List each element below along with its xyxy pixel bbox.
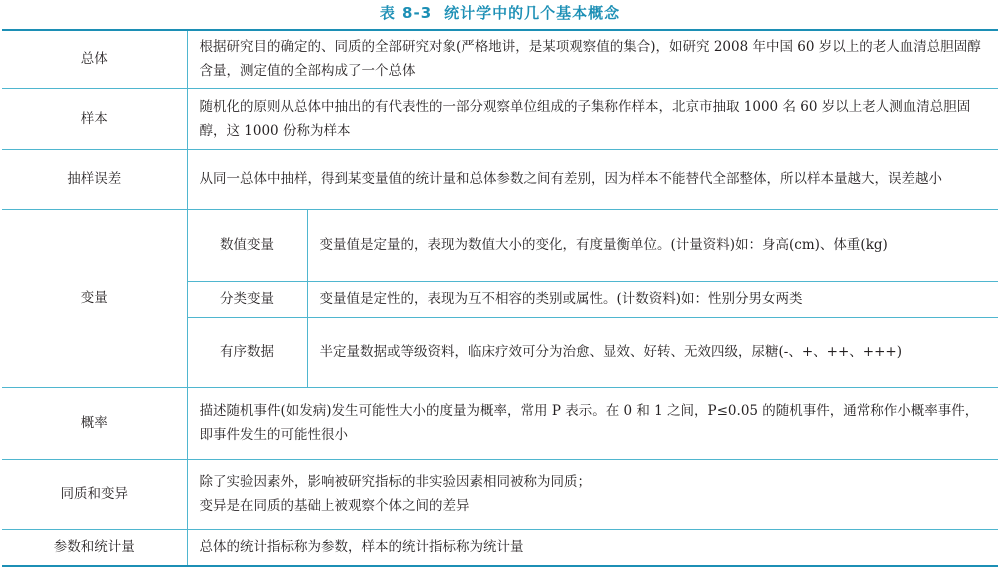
term-cell: 抽样误差 (2, 149, 187, 209)
term-cell: 概率 (2, 387, 187, 459)
desc-cell: 变量值是定性的，表现为互不相容的类别或属性。(计数资料)如：性别分男女两类 (307, 281, 998, 317)
table-row (2, 209, 998, 281)
term-cell: 样本 (2, 88, 187, 149)
desc-cell: 描述随机事件(如发病)发生可能性大小的度量为概率，常用 P 表示。在 0 和 1 之间，P≤0.05 的随机事件，通常称作小概率事件，即事件发生的可能性很小 (187, 387, 998, 459)
desc-cell: 总体的统计指标称为参数，样本的统计指标称为统计量 (187, 529, 998, 566)
desc-line: 变异是在同质的基础上被观察个体之间的差异 (199, 498, 470, 514)
term-cell-variable: 变量 (2, 209, 187, 387)
concepts-table (2, 29, 998, 567)
table-row (2, 387, 998, 459)
table-row (2, 149, 998, 209)
table-number: 表 8-3 (379, 4, 433, 22)
term-cell: 同质和变异 (2, 459, 187, 529)
term-cell: 参数和统计量 (2, 529, 187, 566)
term-cell: 总体 (2, 30, 187, 88)
table-title (0, 0, 1000, 26)
table-row (2, 30, 998, 88)
desc-line: 除了实验因素外，影响被研究指标的非实验因素相同被称为同质； (199, 474, 591, 490)
desc-cell (187, 459, 998, 529)
subterm-cell: 数值变量 (187, 209, 307, 281)
table-row (2, 459, 998, 529)
table-row (2, 88, 998, 149)
table-caption: 统计学中的几个基本概念 (444, 4, 621, 22)
desc-cell: 随机化的原则从总体中抽出的有代表性的一部分观察单位组成的子集称作样本，北京市抽取 1000 名 60 岁以上老人测血清总胆固醇，这 1000 份称为样本 (187, 88, 998, 149)
desc-cell: 半定量数据或等级资料，临床疗效可分为治愈、显效、好转、无效四级，尿糖(-、+、++、+++) (307, 317, 998, 387)
desc-cell: 从同一总体中抽样，得到某变量值的统计量和总体参数之间有差别，因为样本不能替代全部整体，所以样本量越大，误差越小 (187, 149, 998, 209)
subterm-cell: 有序数据 (187, 317, 307, 387)
table-row (2, 529, 998, 566)
desc-cell: 变量值是定量的，表现为数值大小的变化，有度量衡单位。(计量资料)如：身高(cm)、体重(kg) (307, 209, 998, 281)
subterm-cell: 分类变量 (187, 281, 307, 317)
desc-cell: 根据研究目的确定的、同质的全部研究对象(严格地讲，是某项观察值的集合)，如研究 2008 年中国 60 岁以上的老人血清总胆固醇含量，测定值的全部构成了一个总体 (187, 30, 998, 88)
